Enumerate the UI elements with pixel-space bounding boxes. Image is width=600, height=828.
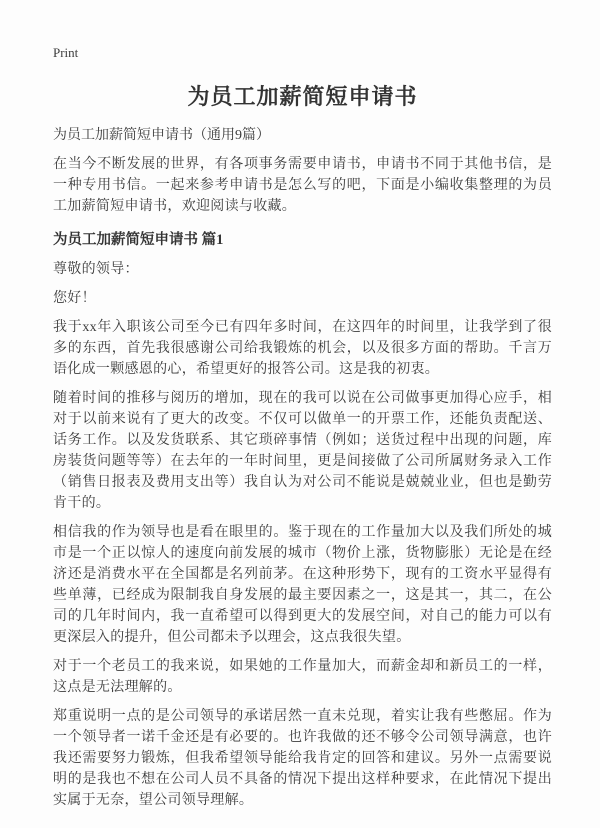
section-heading-part1: 为员工加薪简短申请书 篇1 [53,232,224,248]
body-paragraph-5: 郑重说明一点的是公司领导的承诺居然一直未兑现，着实让我有些憋屈。作为一个领导者一诺千金还是有必要的。也许我做的还不够令公司领导满意，也许我还需要努力锻炼，但我希望领导能给我肯定的回答和建议。另外一点需要说明的是我也不想在公司人员不具备的情况下提出这样种要求，在此情况下提出实属于无奈，望公司领导理解。 [53,709,552,808]
body-paragraph-4: 对于一个老员工的我来说，如果她的工作量加大，而薪金却和新员工的一样，这点是无法理解的。 [53,659,552,695]
body-paragraph-2: 随着时间的推移与阅历的增加，现在的我可以说在公司做事更加得心应手，相对于以前来说有了更大的改变。不仅可以做单一的开票工作，还能负责配送、话务工作。以及发货联系、其它琐碎事情（例如；送货过程中出现的问题，库房装货问题等等）在去年的一年时间里，更是间接做了公司所属财务录入工作（销售日报表及费用支出等）我自认为对公司不能说是兢兢业业，但也是勤劳肯干的。 [53,391,552,511]
greeting-line: 您好！ [53,291,96,306]
document-subtitle: 为员工加薪简短申请书（通用9篇） [53,128,270,143]
print-button[interactable]: Print [53,45,79,60]
page-title: 为员工加薪简短申请书 [187,84,418,109]
salutation-line: 尊敬的领导： [53,262,139,277]
intro-paragraph: 在当今不断发展的世界，有各项事务需要申请书，申请书不同于其他书信，是一种专用书信。一起来参考申请书是怎么写的吧，下面是小编收集整理的为员工加薪简短申请书，欢迎阅读与收藏。 [53,157,552,214]
body-paragraph-3: 相信我的作为领导也是看在眼里的。鉴于现在的工作量加大以及我们所处的城市是一个正以惊人的速度向前发展的城市（物价上涨，货物膨胀）无论是在经济还是消费水平在全国都是名列前茅。在这种形势下，现有的工资水平显得有些单薄，已经成为限制我自身发展的最主要因素之一，这是其一，其二，在公司的几年时间内，我一直希望可以得到更大的发展空间，对自己的能力可以有更深层入的提升，但公司都未予以理会，这点我很失望。 [53,525,552,645]
body-paragraph-1: 我于xx年入职该公司至今已有四年多时间，在这四年的时间里，让我学到了很多的东西，首先我很感谢公司给我锻炼的机会，以及很多方面的帮助。千言万语化成一颗感恩的心，希望更好的报答公司。这是我的初衷。 [53,320,552,377]
